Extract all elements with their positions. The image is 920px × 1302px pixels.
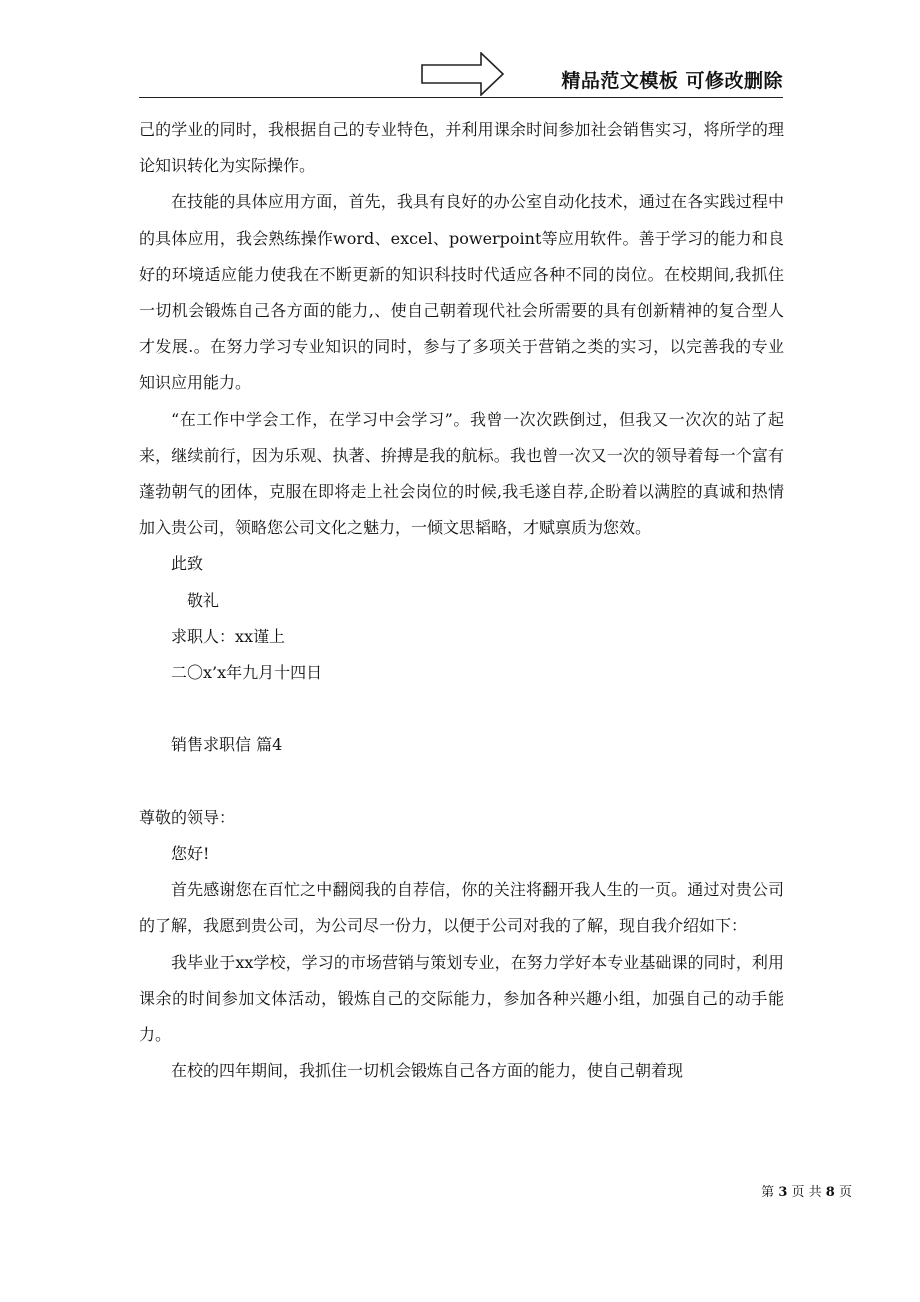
page-suffix: 页 [838,1185,852,1200]
date-line: 二〇x’x年九月十四日 [171,663,323,683]
greeting-line: 尊敬的领导： [139,807,236,827]
salute-line: 敬礼 [187,590,220,610]
paragraph: 己的学业的同时，我根据自己的专业特色，并利用课余时间参加社会销售实习，将所学的理论知识转化为实际操作。 [139,120,784,176]
paragraph: 在技能的具体应用方面，首先，我具有良好的办公室自动化技术，通过在各实践过程中的具体应用，我会熟练操作word、excel、powerpoint等应用软件。善于学习的能力和良好的环境适应能力使我在不断更新的知识科技时代适应各种不同的岗位。在校期间,我抓住一切机会锻炼自己各方面的能力,、使自己朝着现代社会所需要的具有创新精神的复合型人才发展.。在努力学习专业知识的同时，参与了多项关于营销之类的实习，以完善我的专业知识应用能力。 [139,192,784,393]
page-header [139,50,783,98]
paragraph: 在校的四年期间，我抓住一切机会锻炼自己各方面的能力，使自己朝着现 [171,1061,684,1081]
section-title: 销售求职信 篇4 [171,735,283,755]
page-middle: 页 共 [791,1185,822,1200]
header-divider [139,97,783,98]
current-page: 3 [778,1185,788,1200]
total-pages: 8 [825,1185,835,1200]
right-arrow-icon [421,52,505,96]
signature-line: 求职人：xx谨上 [171,626,286,646]
document-body [139,112,784,1089]
page-number [761,1181,852,1200]
closing-line: 此致 [171,554,204,574]
blank-line [139,764,784,800]
page-prefix: 第 [761,1185,775,1200]
hello-line: 您好! [171,844,210,864]
paragraph: 首先感谢您在百忙之中翻阅我的自荐信，你的关注将翻开我人生的一页。通过对贵公司的了解，我愿到贵公司，为公司尽一份力，以便于公司对我的了解，现自我介绍如下： [139,880,784,936]
blank-line [139,691,784,727]
paragraph: 我毕业于xx学校，学习的市场营销与策划专业，在努力学好本专业基础课的同时，利用课余的时间参加文体活动，锻炼自己的交际能力，参加各种兴趣小组，加强自己的动手能力。 [139,952,784,1045]
header-title: 精品范文模板 可修改删除 [561,70,783,92]
paragraph: “在工作中学会工作，在学习中会学习”。我曾一次次跌倒过，但我又一次次的站了起来，继续前行，因为乐观、执著、拚搏是我的航标。我也曾一次又一次的领导着每一个富有蓬勃朝气的团体，克服在即将走上社会岗位的时候,我毛遂自荐,企盼着以满腔的真诚和热情加入贵公司，领略您公司文化之魅力，一倾文思韬略，才赋禀质为您效。 [139,409,784,538]
